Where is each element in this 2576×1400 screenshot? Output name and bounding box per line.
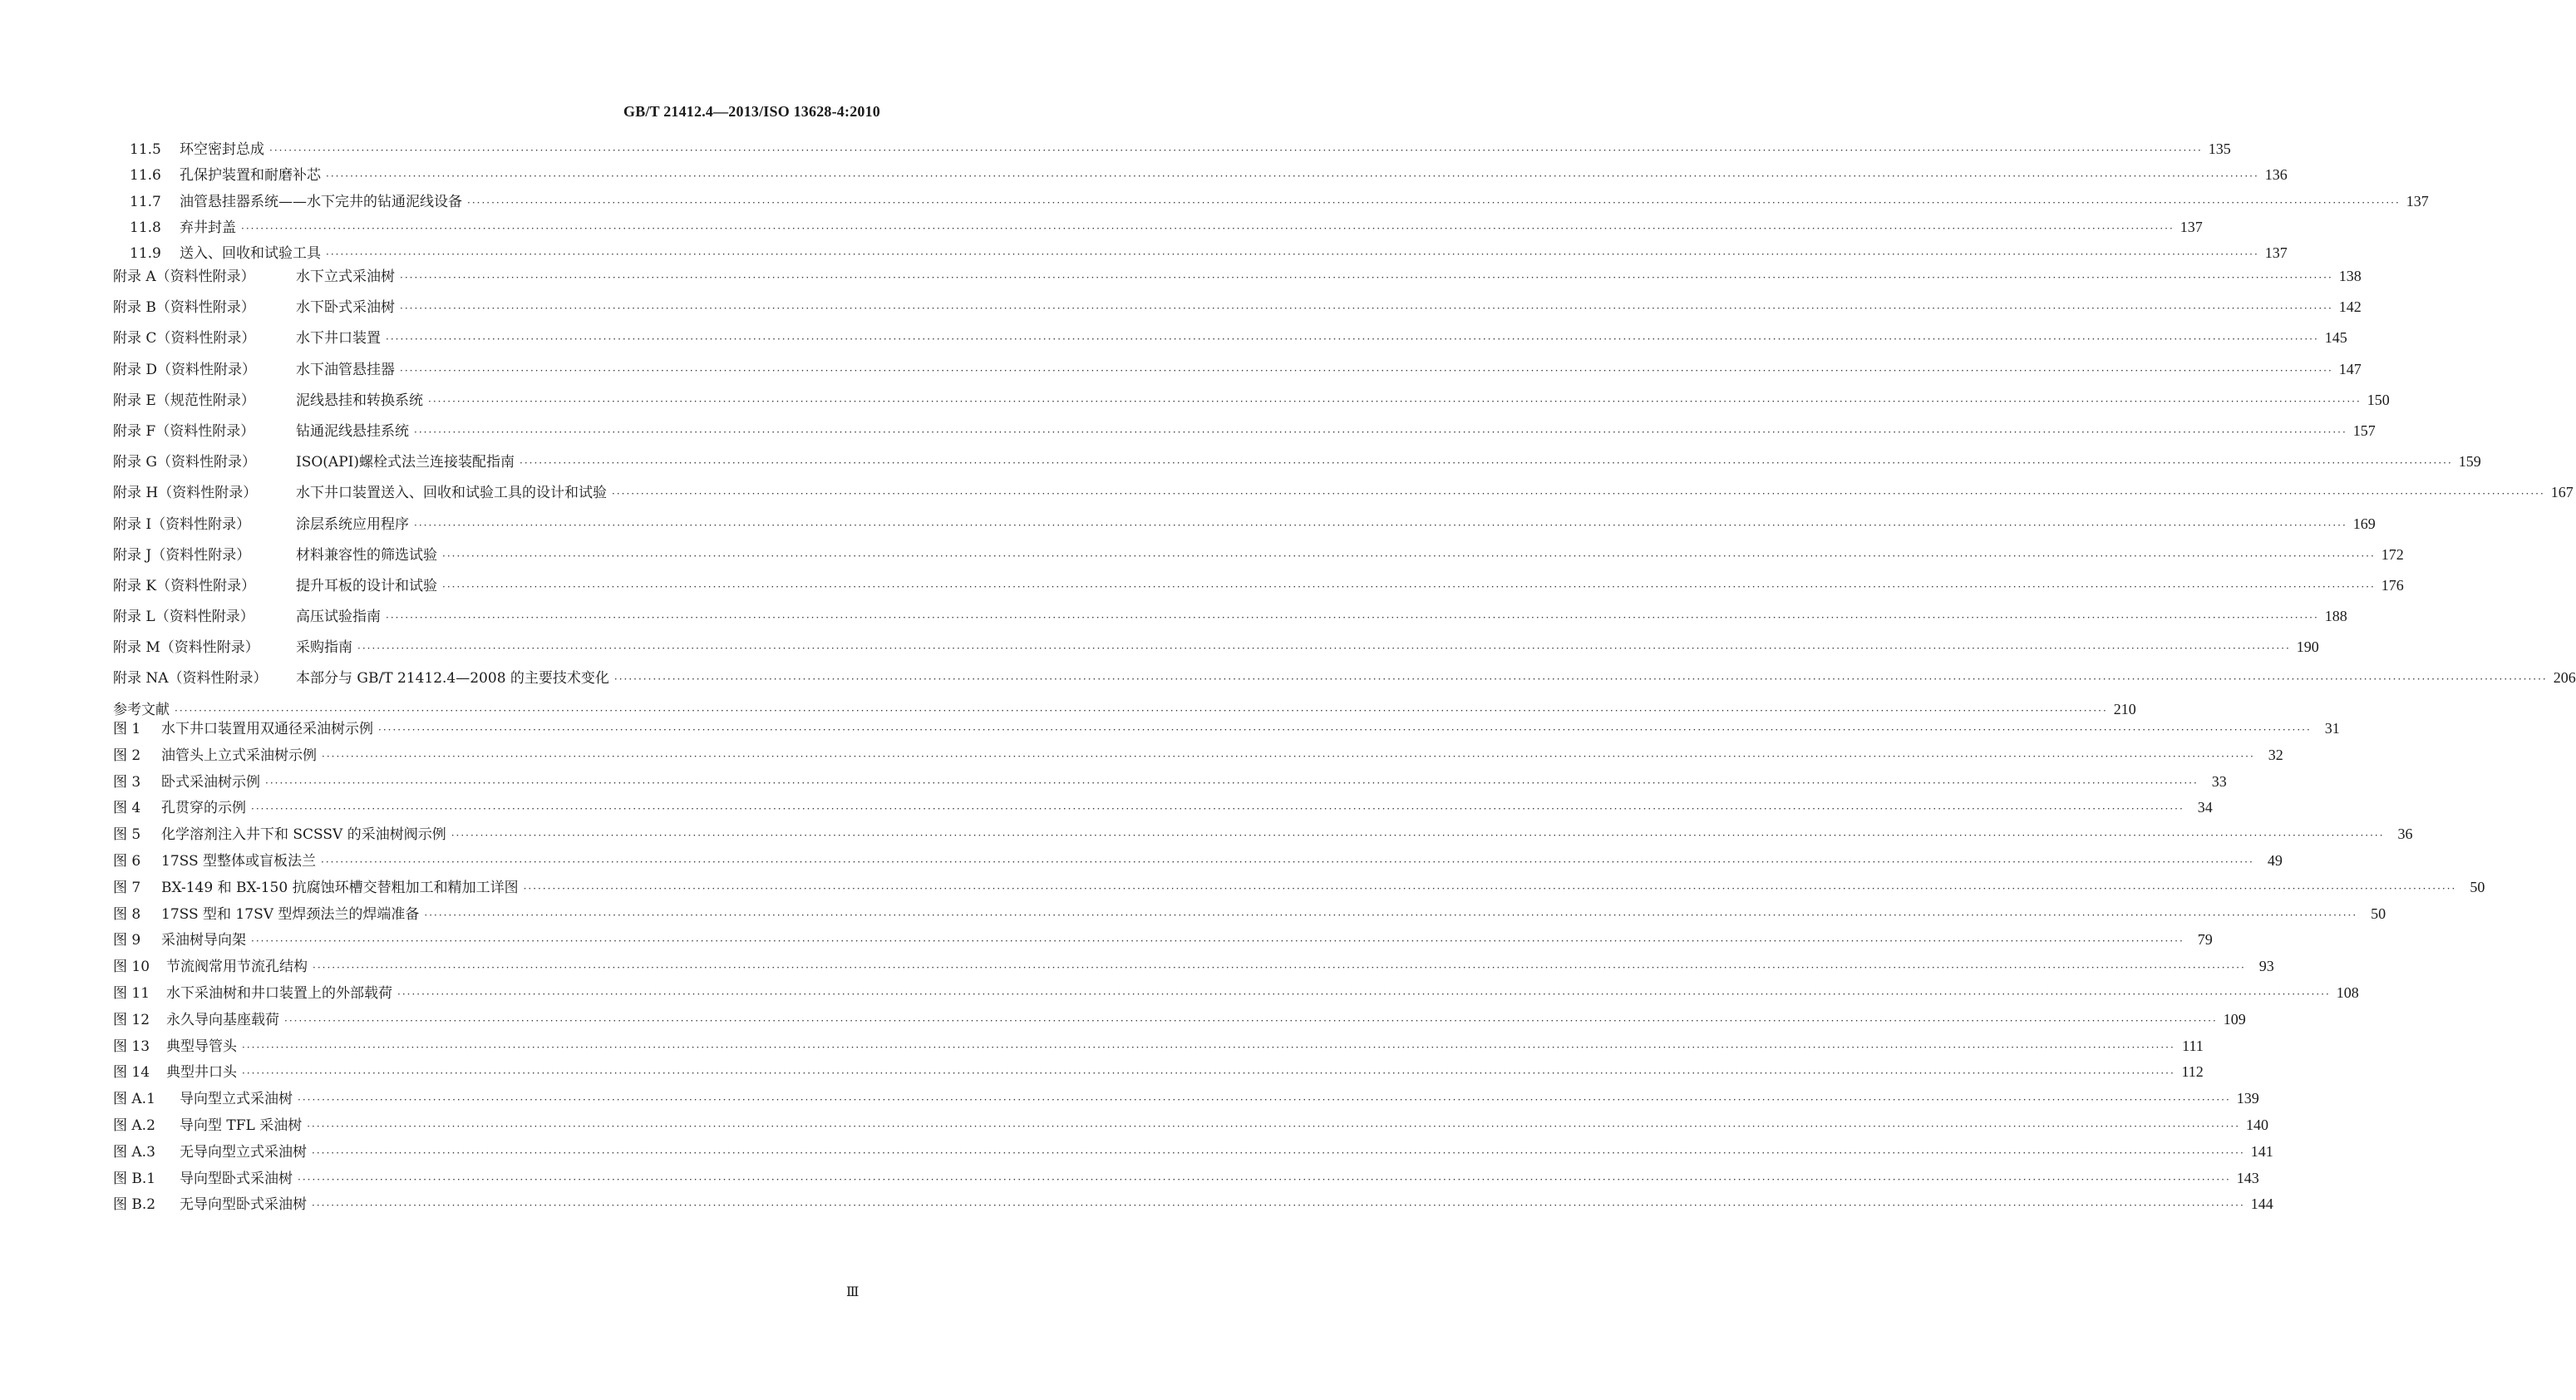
toc-entry-label: 图 B.1 — [113, 1170, 156, 1187]
toc-entry-page: 50 — [2470, 878, 2485, 895]
toc-entry[interactable] — [113, 902, 2386, 929]
toc-entry-page: 167 — [2550, 484, 2574, 501]
toc-entry-title: 采油树导向架 — [161, 932, 246, 949]
dot-leader: ················································································································································································································································································································································································································ — [251, 803, 2184, 816]
toc-entry-label: 附录 NA（资料性附录） — [113, 670, 268, 688]
toc-entry-label: 图 6 — [113, 852, 141, 870]
dot-leader: ················································································································································································································································································································································································································ — [414, 519, 2347, 531]
toc-entry-page: 150 — [2367, 391, 2390, 408]
toc-entry[interactable] — [113, 190, 2429, 215]
toc-entry-label: 图 B.2 — [113, 1196, 156, 1214]
toc-entry[interactable] — [113, 1034, 2204, 1061]
toc-entry-label: 附录 E（规范性附录） — [113, 392, 255, 409]
toc-entry-title: 节流阀常用节流孔结构 — [166, 959, 308, 976]
toc-annexes-section — [113, 264, 2576, 728]
toc-entry-page: 111 — [2182, 1037, 2204, 1054]
toc-entry-title: 水下卧式采油树 — [296, 299, 395, 317]
toc-entry-label: 图 A.1 — [113, 1091, 155, 1108]
toc-entry-label: 附录 F（资料性附录） — [113, 422, 255, 440]
toc-entry-page: 109 — [2223, 1010, 2246, 1028]
dot-leader: ················································································································································································································································································································································································································ — [520, 457, 2453, 470]
toc-entry-label: 图 10 — [113, 959, 150, 976]
toc-entry-title: 17SS 型和 17SV 型焊颈法兰的焊端准备 — [161, 905, 420, 923]
toc-entry-title: 油管头上立式采油树示例 — [161, 747, 317, 764]
toc-clauses-section — [113, 137, 2429, 267]
toc-entry-title: 水下井口装置送入、回收和试验工具的设计和试验 — [296, 485, 607, 502]
toc-entry-label: 图 12 — [113, 1011, 150, 1028]
toc-entry-label: 图 A.3 — [113, 1143, 155, 1161]
page-number-roman: Ⅲ — [846, 1285, 859, 1299]
toc-entry-page: 147 — [2338, 360, 2362, 377]
toc-entry[interactable] — [113, 822, 2413, 849]
toc-entry-label: 附录 A（资料性附录） — [113, 269, 255, 285]
toc-entry-page: 140 — [2246, 1116, 2269, 1133]
toc-entry[interactable] — [113, 928, 2213, 954]
toc-entry-label: 附录 D（资料性附录） — [113, 361, 257, 378]
toc-entry-title: ISO(API)螺栓式法兰连接装配指南 — [296, 454, 515, 471]
dot-leader: ················································································································································································································································································································································································································ — [284, 1014, 2218, 1027]
dot-leader: ················································································································································································································································································································································································································ — [269, 145, 2203, 156]
toc-entry-title: 17SS 型整体或盲板法兰 — [161, 852, 317, 870]
toc-entry-label: 图 9 — [113, 932, 141, 949]
toc-entry-page: 33 — [2211, 772, 2227, 790]
toc-entry-label: 图 4 — [113, 800, 141, 817]
toc-entry-title: 水下立式采油树 — [296, 269, 395, 285]
dot-leader: ················································································································································································································································································································································································································ — [307, 1120, 2241, 1132]
dot-leader: ················································································································································································································································································································································································································ — [322, 750, 2255, 762]
dot-leader: ················································································································································································································································································································································································································ — [378, 724, 2312, 736]
toc-entry-label: 附录 G（资料性附录） — [113, 454, 256, 471]
dot-leader: ················································································································································································································································································································································································································ — [386, 612, 2319, 624]
toc-entry-label: 图 14 — [113, 1064, 150, 1082]
toc-entry[interactable] — [113, 543, 2404, 574]
dot-leader: ················································································································································································································································································································································································································ — [451, 830, 2385, 842]
dot-leader: ················································································································································································································································································································································································································ — [442, 580, 2376, 593]
toc-entry[interactable] — [113, 635, 2319, 666]
standard-number-header: GB/T 21412.4—2013/ISO 13628-4:2010 — [623, 103, 880, 120]
toc-entry-page: 79 — [2197, 931, 2213, 949]
toc-entry[interactable] — [113, 1113, 2269, 1140]
dot-leader: ················································································································································································································································································································································································································ — [400, 272, 2333, 283]
toc-entry-label: 11.9 — [130, 245, 161, 263]
toc-entry-label: 11.6 — [130, 167, 161, 185]
toc-entry-label: 附录 I（资料性附录） — [113, 515, 251, 533]
toc-entry-title: 无导向型卧式采油树 — [180, 1196, 307, 1214]
toc-entry-page: 157 — [2352, 421, 2376, 439]
toc-entry-label: 图 7 — [113, 879, 141, 896]
toc-entry-title: 油管悬挂器系统——水下完井的钻通泥线设备 — [180, 193, 462, 210]
toc-entry-page: 93 — [2258, 958, 2274, 975]
toc-entry-label: 附录 H（资料性附录） — [113, 485, 258, 502]
toc-entry-label: 附录 C（资料性附录） — [113, 330, 256, 348]
toc-entry-page: 137 — [2264, 244, 2288, 262]
toc-entry[interactable] — [113, 450, 2481, 481]
toc-entry-page: 137 — [2406, 192, 2429, 210]
toc-entry-title: 导向型立式采油树 — [180, 1091, 293, 1108]
toc-entry[interactable] — [113, 717, 2340, 743]
toc-entry[interactable] — [113, 1166, 2259, 1193]
toc-entry-title: 涂层系统应用程序 — [296, 515, 409, 533]
dot-leader: ················································································································································································································································································································································································································ — [442, 550, 2376, 562]
toc-entry[interactable] — [113, 574, 2404, 604]
toc-entry-label: 附录 B（资料性附录） — [113, 299, 255, 317]
toc-entry[interactable] — [113, 295, 2362, 326]
toc-entry-title: 高压试验指南 — [296, 609, 381, 626]
toc-entry-title: 水下井口装置 — [296, 330, 381, 348]
toc-entry-page: 145 — [2324, 329, 2347, 347]
dot-leader: ················································································································································································································································································································································································································ — [613, 673, 2548, 686]
toc-entry-page: 176 — [2381, 576, 2404, 594]
toc-entry[interactable] — [113, 264, 2362, 295]
toc-entry-title: 导向型卧式采油树 — [180, 1170, 293, 1187]
toc-entry-page: 31 — [2324, 720, 2340, 737]
toc-entry[interactable] — [113, 1060, 2204, 1087]
toc-entry[interactable] — [113, 357, 2362, 388]
dot-leader: ················································································································································································································································································································································································································ — [428, 395, 2362, 407]
toc-entry[interactable] — [113, 666, 2576, 697]
toc-entry-title: BX-149 和 BX-150 抗腐蚀环槽交替粗加工和精加工详图 — [161, 879, 519, 896]
toc-entry-page: 138 — [2338, 268, 2362, 284]
toc-entry[interactable] — [113, 1087, 2259, 1113]
toc-entry-page: 190 — [2296, 638, 2319, 656]
toc-entry[interactable] — [113, 512, 2376, 543]
toc-entry[interactable] — [113, 1008, 2246, 1034]
dot-leader: ················································································································································································································································································································································································································ — [298, 1094, 2231, 1107]
toc-entry-title: 水下油管悬挂器 — [296, 361, 395, 378]
toc-entry-title: 材料兼容性的筛选试验 — [296, 546, 437, 564]
toc-entry-label: 图 A.2 — [113, 1117, 155, 1134]
toc-entry-title: 无导向型立式采油树 — [180, 1143, 307, 1161]
toc-entry-page: 143 — [2236, 1169, 2259, 1186]
toc-figures-section — [113, 717, 2485, 1219]
dot-leader: ················································································································································································································································································································································································································ — [357, 643, 2291, 655]
toc-entry-title: 孔保护装置和耐磨补芯 — [180, 167, 321, 185]
toc-entry[interactable] — [113, 137, 2231, 163]
toc-entry-page: 159 — [2458, 453, 2481, 471]
toc-entry-label: 图 3 — [113, 773, 141, 791]
dot-leader: ················································································································································································································································································································································································································ — [612, 488, 2545, 500]
toc-entry[interactable] — [113, 875, 2485, 902]
toc-entry-page: 49 — [2267, 851, 2283, 869]
dot-leader: ················································································································································································································································································································································································································ — [400, 303, 2333, 315]
toc-entry-title: 典型井口头 — [166, 1064, 237, 1082]
toc-entry-page: 210 — [2113, 700, 2136, 717]
toc-entry-title: 弃井封盖 — [180, 219, 236, 236]
toc-entry[interactable] — [113, 163, 2288, 189]
dot-leader: ················································································································································································································································································································································································································ — [400, 364, 2333, 377]
toc-entry-label: 图 1 — [113, 721, 141, 737]
toc-entry-title: 送入、回收和试验工具 — [180, 245, 321, 263]
dot-leader: ················································································································································································································································································································································································································ — [312, 1146, 2245, 1159]
toc-entry-page: 34 — [2197, 799, 2213, 816]
toc-entry-label: 图 13 — [113, 1038, 150, 1055]
toc-entry-page: 112 — [2181, 1063, 2204, 1081]
dot-leader: ················································································································································································································································································································································································································ — [386, 333, 2319, 346]
toc-entry-page: 139 — [2236, 1090, 2259, 1107]
dot-leader: ················································································································································································································································································································································································································ — [175, 704, 2108, 717]
toc-entry-title: 环空密封总成 — [180, 141, 264, 158]
toc-entry[interactable] — [113, 1140, 2273, 1166]
toc-entry-page: 50 — [2371, 905, 2386, 922]
toc-entry-title: 永久导向基座载荷 — [166, 1011, 279, 1028]
toc-entry-page: 172 — [2381, 545, 2404, 563]
toc-entry[interactable] — [113, 241, 2288, 267]
dot-leader: ················································································································································································································································································································································································································ — [241, 222, 2175, 234]
dot-leader: ················································································································································································································································································································································································································ — [298, 1173, 2231, 1186]
toc-entry-title: 孔贯穿的示例 — [161, 800, 246, 817]
toc-entry[interactable] — [113, 796, 2213, 822]
toc-entry-label: 附录 M（资料性附录） — [113, 639, 259, 657]
toc-entry[interactable] — [113, 954, 2274, 981]
toc-entry-page: 188 — [2324, 608, 2347, 625]
toc-entry-label: 图 8 — [113, 905, 141, 923]
dot-leader: ················································································································································································································································································································································································································ — [414, 426, 2347, 438]
dot-leader: ················································································································································································································································································································································································································ — [312, 1200, 2245, 1212]
toc-entry-label: 图 11 — [113, 984, 150, 1002]
toc-entry-title: 卧式采油树示例 — [161, 773, 260, 791]
toc-entry[interactable] — [113, 1192, 2273, 1219]
toc-entry-page: 136 — [2264, 166, 2288, 184]
toc-entry-page: 32 — [2268, 746, 2283, 763]
dot-leader: ················································································································································································································································································································································································································ — [313, 962, 2246, 974]
dot-leader: ················································································································································································································································································································································································································ — [467, 196, 2401, 209]
dot-leader: ················································································································································································································································································································································································································ — [397, 988, 2331, 1000]
toc-entry-label: 图 5 — [113, 826, 141, 844]
toc-entry-label: 附录 L（资料性附录） — [113, 609, 254, 626]
toc-entry[interactable] — [113, 743, 2283, 770]
toc-entry-page: 137 — [2180, 218, 2203, 235]
toc-entry-page: 142 — [2338, 298, 2362, 316]
toc-entry-label: 附录 J（资料性附录） — [113, 546, 251, 564]
toc-entry[interactable] — [113, 770, 2227, 796]
toc-entry-title: 化学溶剂注入井下和 SCSSV 的采油树阀示例 — [161, 826, 446, 844]
toc-entry-title: 采购指南 — [296, 639, 352, 657]
toc-entry-page: 108 — [2336, 983, 2359, 1001]
toc-entry[interactable] — [113, 326, 2347, 357]
toc-entry-label: 图 2 — [113, 747, 141, 764]
toc-entry-page: 135 — [2208, 140, 2231, 157]
dot-leader: ················································································································································································································································································································································································································ — [424, 909, 2358, 921]
toc-entry[interactable] — [113, 388, 2390, 419]
toc-entry-title: 水下井口装置用双通径采油树示例 — [161, 721, 373, 737]
toc-entry[interactable] — [113, 481, 2574, 511]
toc-entry-page: 36 — [2397, 826, 2413, 843]
toc-entry-title: 典型导管头 — [166, 1038, 237, 1055]
dot-leader: ················································································································································································································································································································································································································ — [265, 776, 2199, 789]
toc-entry[interactable] — [113, 419, 2376, 450]
toc-entry[interactable] — [113, 604, 2347, 635]
toc-entry[interactable] — [113, 849, 2283, 875]
toc-entry-page: 206 — [2553, 669, 2576, 687]
dot-leader: ················································································································································································································································································································································································································ — [251, 935, 2184, 948]
toc-entry-title: 提升耳板的设计和试验 — [296, 577, 437, 594]
toc-entry-page: 144 — [2250, 1195, 2273, 1213]
toc-entry-label: 11.7 — [130, 193, 161, 210]
toc-entry-title: 泥线悬挂和转换系统 — [296, 392, 423, 409]
dot-leader: ················································································································································································································································································································································································································ — [321, 855, 2254, 868]
toc-entry[interactable] — [113, 981, 2359, 1008]
toc-entry-label: 附录 K（资料性附录） — [113, 577, 256, 594]
dot-leader: ················································································································································································································································································································································································································ — [326, 170, 2259, 183]
toc-entry-title: 导向型 TFL 采油树 — [180, 1117, 303, 1134]
toc-entry-page: 169 — [2352, 515, 2376, 532]
toc-entry-page: 141 — [2250, 1142, 2273, 1160]
dot-leader: ················································································································································································································································································································································································································ — [326, 249, 2259, 261]
toc-entry[interactable] — [113, 215, 2203, 241]
toc-entry-label: 11.5 — [130, 141, 161, 158]
dot-leader: ················································································································································································································································································································································································································ — [523, 882, 2457, 895]
toc-entry-title: 钻通泥线悬挂系统 — [296, 422, 409, 440]
toc-entry-label: 11.8 — [130, 219, 161, 236]
dot-leader: ················································································································································································································································································································································································································ — [242, 1041, 2175, 1053]
toc-entry-title: 水下采油树和井口装置上的外部载荷 — [166, 984, 392, 1002]
toc-entry-label: 参考文献 — [113, 701, 170, 718]
dot-leader: ················································································································································································································································································································································································································ — [242, 1067, 2175, 1080]
toc-entry-title: 本部分与 GB/T 21412.4—2008 的主要技术变化 — [296, 670, 609, 688]
